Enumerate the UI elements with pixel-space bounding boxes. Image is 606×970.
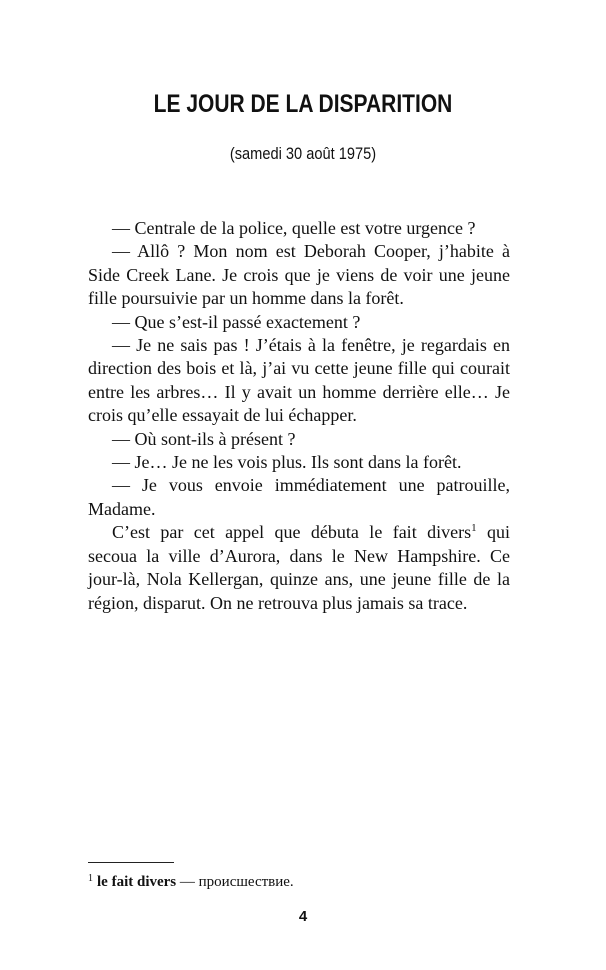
footnote-divider — [88, 862, 174, 863]
paragraph: — Je… Je ne les vois plus. Ils sont dans la forêt. — [112, 452, 462, 473]
footnote-reference[interactable]: 1 — [471, 522, 477, 535]
paragraph: — Centrale de la police, quelle est votre urgence ? — [112, 218, 476, 238]
paragraph: — Où sont-ils à présent ? — [112, 428, 296, 449]
chapter-title: LE JOUR DE LA DISPARITION — [153, 90, 453, 118]
footnote — [88, 872, 510, 892]
paragraph-final-rest: qui secoua la ville d’Aurora, dans le New Hampshire. Ce jour-là, Nola Kellergan, quinze ans, une jeune fille de la région, disparut. On ne retrouva plus jamais sa trace. — [88, 522, 510, 613]
paragraph: — Je ne sais pas ! J’étais à la fenêtre, je regardais en direction des bois et là, j’ai vu cette jeune fille qui courait entre les arbres… Il y avait un homme derrière elle… Je crois qu’elle essayait de lui échapper. — [88, 335, 510, 426]
paragraph: — Je vous envoie immédiatement une patrouille, Madame. — [88, 475, 510, 519]
footnote-term: le fait divers — [97, 874, 177, 890]
paragraph: — Allô ? Mon nom est Deborah Cooper, j’habite à Side Creek Lane. Je crois que je viens de voir une jeune fille poursuivie par un homme dans la forêt. — [88, 241, 510, 309]
body-text — [88, 217, 510, 615]
footnote-number: 1 — [88, 873, 93, 884]
footnote-definition: — происшествие. — [176, 874, 294, 890]
paragraph-final — [88, 521, 510, 615]
paragraph: — Que s’est-il passé exactement ? — [112, 311, 361, 332]
page-number: 4 — [298, 908, 308, 925]
paragraph-final-start: C’est par cet appel que débuta le fait divers — [112, 522, 472, 543]
chapter-subtitle: (samedi 30 août 1975) — [229, 144, 377, 163]
